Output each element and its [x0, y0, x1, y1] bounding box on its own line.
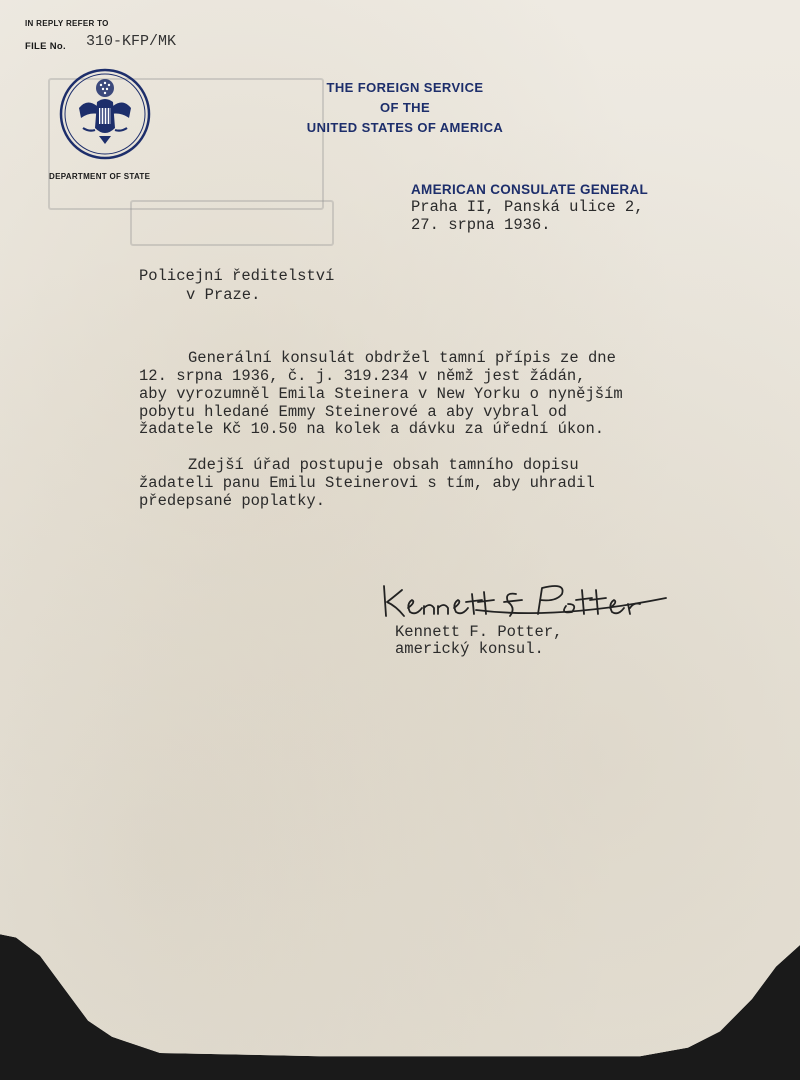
body-p1-line-5: žadatele Kč 10.50 na kolek a dávku za úřední úkon. — [139, 420, 605, 438]
body-p1-line-3: aby vyrozumněl Emila Steinera v New Yorku o nynějším — [139, 385, 623, 403]
consulate-address: Praha II, Panská ulice 2, — [411, 198, 644, 216]
seal-caption: DEPARTMENT OF STATE — [49, 172, 151, 181]
body-p2-line-2: žadateli panu Emilu Steinerovi s tím, aby uhradil — [139, 474, 595, 492]
body-p1-line-1: Generální konsulát obdržel tamní přípis ze dne — [188, 349, 616, 367]
signatory-title: americký konsul. — [395, 640, 544, 658]
reply-refer-label: IN REPLY REFER TO — [25, 19, 109, 28]
foreign-service-line-2: OF THE — [379, 100, 431, 115]
foreign-service-line-3: UNITED STATES OF AMERICA — [306, 120, 504, 135]
handwritten-signature — [376, 580, 676, 622]
recipient-line-2: v Praze. — [186, 286, 261, 304]
file-number-label: FILE No. — [25, 41, 66, 52]
file-number: 310-KFP/MK — [86, 33, 177, 50]
signatory-name: Kennett F. Potter, — [395, 623, 563, 641]
body-p1-line-2: 12. srpna 1936, č. j. 319.234 v němž jest žádán, — [139, 367, 586, 385]
consulate-name: AMERICAN CONSULATE GENERAL — [411, 182, 649, 197]
faded-stamp-inner — [130, 200, 334, 246]
recipient-line-1: Policejní ředitelství — [139, 267, 335, 285]
department-seal-icon — [59, 68, 151, 160]
letter-date: 27. srpna 1936. — [411, 216, 551, 234]
body-p2-line-3: předepsané poplatky. — [139, 492, 326, 510]
body-p1-line-4: pobytu hledané Emmy Steinerové a aby vybral od — [139, 403, 567, 421]
body-p2-line-1: Zdejší úřad postupuje obsah tamního dopisu — [188, 456, 579, 474]
foreign-service-line-1: THE FOREIGN SERVICE — [326, 80, 484, 95]
